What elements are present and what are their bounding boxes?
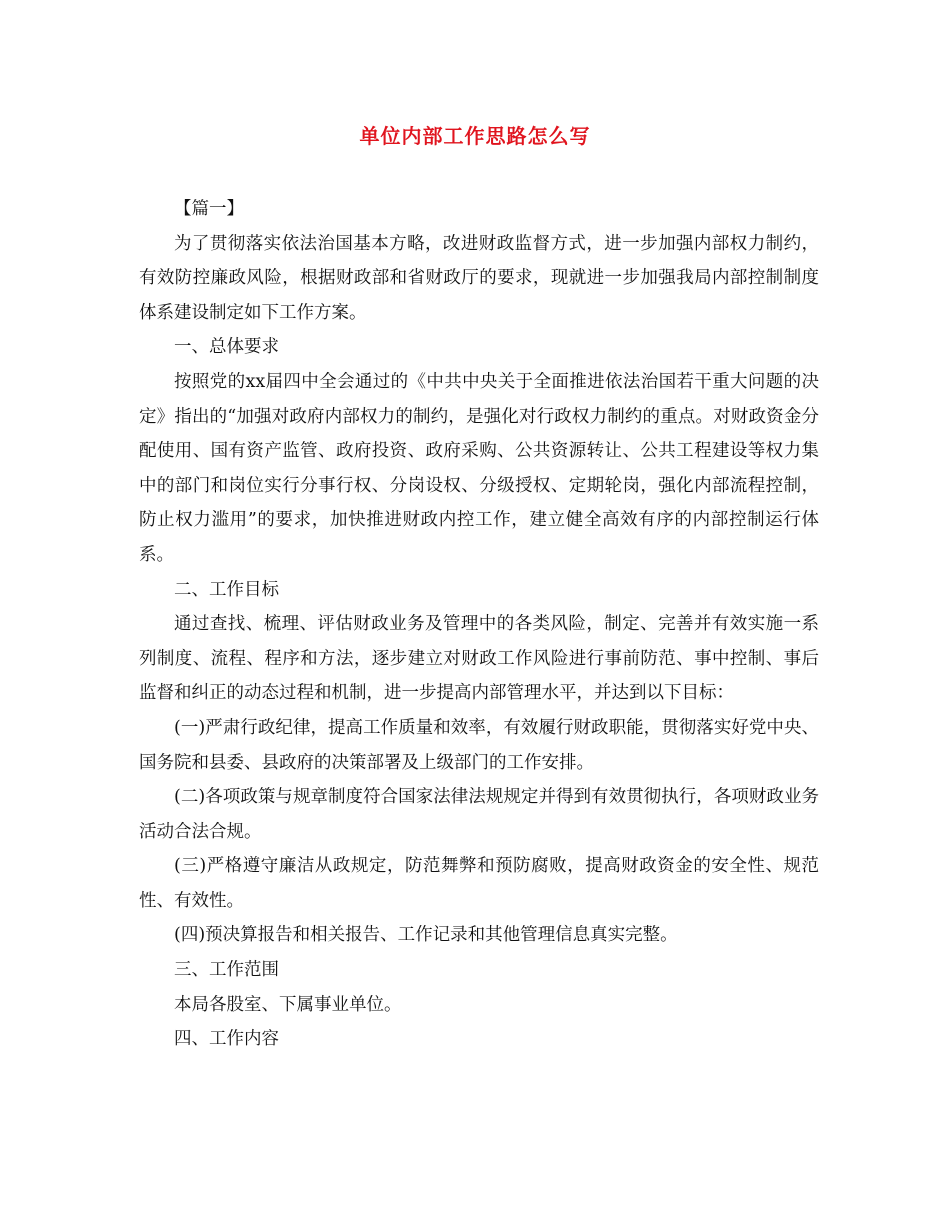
paragraph-requirements: 按照党的xx届四中全会通过的《中共中央关于全面推进依法治国若干重大问题的决定》指出的“加强对政府内部权力的制约，是强化对行政权力制约的重点。对财政资金分配使用、国有资产监管、政府投资、政府采购、公共资源转让、公共工程建设等权力集中的部门和岗位实行分事行权、分岗设权、分级授权、定期轮岗，强化内部流程控制，防止权力滥用”的要求，加快推进财政内控工作，建立健全高效有序的内部控制运行体系。 xyxy=(139,371,819,565)
goal-item-2: (二)各项政策与规章制度符合国家法律法规规定并得到有效贯彻执行，各项财政业务活动合法合规。 xyxy=(139,787,819,842)
heading-work-content: 四、工作内容 xyxy=(174,1029,279,1050)
goal-item-3: (三)严格遵守廉洁从政规定，防范舞弊和预防腐败，提高财政资金的安全性、规范性、有效性。 xyxy=(139,856,819,911)
heading-work-scope: 三、工作范围 xyxy=(174,960,279,981)
paragraph-scope: 本局各股室、下属事业单位。 xyxy=(174,994,402,1015)
paragraph-intro: 为了贯彻落实依法治国基本方略，改进财政监督方式，进一步加强内部权力制约，有效防控廉政风险，根据财政部和省财政厅的要求，现就进一步加强我局内部控制制度体系建设制定如下工作方案。 xyxy=(139,233,819,323)
goal-item-4: (四)预决算报告和相关报告、工作记录和其他管理信息真实完整。 xyxy=(174,925,678,946)
paragraph-goals: 通过查找、梳理、评估财政业务及管理中的各类风险，制定、完善并有效实施一系列制度、流程、程序和方法，逐步建立对财政工作风险进行事前防范、事中控制、事后监督和纠正的动态过程和机制，进一步提高内部管理水平，并达到以下目标： xyxy=(139,614,819,704)
heading-work-goals: 二、工作目标 xyxy=(174,579,279,600)
heading-overall-requirements: 一、总体要求 xyxy=(174,337,279,358)
section-label-pian-yi: 【篇一】 xyxy=(174,199,244,219)
document-title: 单位内部工作思路怎么写 xyxy=(359,124,591,148)
document-body xyxy=(139,192,819,1057)
goal-item-1: (一)严肃行政纪律，提高工作质量和效率，有效履行财政职能，贯彻落实好党中央、国务院和县委、县政府的决策部署及上级部门的工作安排。 xyxy=(139,717,819,773)
